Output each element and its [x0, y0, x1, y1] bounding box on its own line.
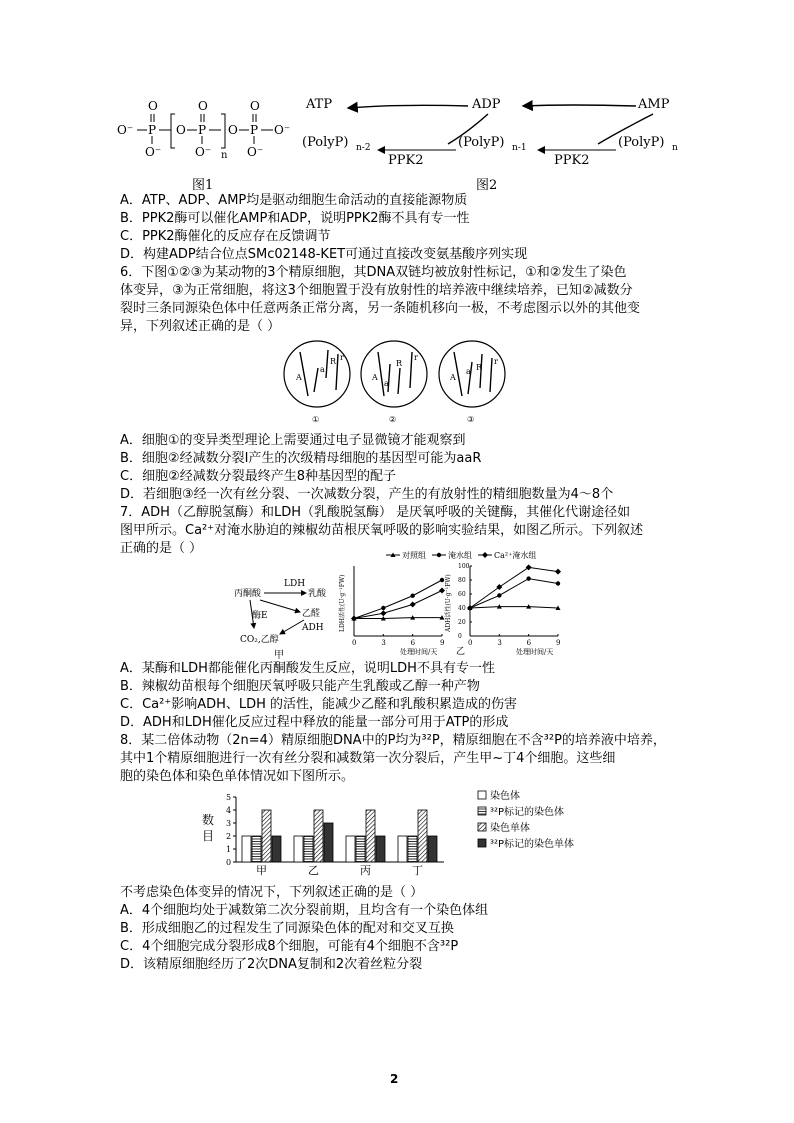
fig2-ppk2-a: PPK2 — [388, 153, 424, 168]
q6-option-c: C．细胞②经减数分裂最终产生8种基因型的配子 — [120, 469, 397, 484]
bar-2-3 — [376, 836, 385, 862]
fig2-label: 图2 — [476, 178, 498, 193]
legend-label-1: ³²P标记的染色体 — [490, 807, 565, 818]
q8-stem-2: 其中1个精原细胞进行一次有丝分裂和减数第一次分裂后，产生甲~丁4个细胞。这些细 — [120, 751, 616, 766]
legend-marker-1 — [437, 553, 441, 557]
x-tick-label-0-3: 9 — [440, 639, 445, 647]
q7-option-c: C．Ca²⁺影响ADH、LDH 的活性，能减少乙醛和乳酸积累造成的伤害 — [120, 697, 518, 712]
fig1-o-top1: O — [148, 99, 158, 113]
point-1-1-1 — [497, 593, 501, 597]
q7-line-charts — [330, 548, 570, 660]
bar-1-3 — [324, 823, 333, 862]
fig1-o-top2: O — [198, 99, 208, 113]
x-tick-label-0-1: 3 — [381, 639, 386, 647]
fig2-polyp-n: (PolyP) — [618, 135, 665, 150]
bar-3-3 — [428, 836, 437, 862]
bar-1-1 — [304, 836, 313, 862]
bar-2-0 — [346, 836, 355, 862]
y-tick-label-0: 0 — [226, 858, 232, 867]
q6-stem-4: 异，下列叙述正确的是（ ） — [120, 319, 281, 334]
bar-3-0 — [398, 836, 407, 862]
fig2-ppk2-b: PPK2 — [554, 153, 590, 168]
pathway-adh: ADH — [302, 623, 324, 633]
y-tick-label-3: 3 — [226, 819, 232, 828]
cell2-gene-r: r — [414, 353, 418, 362]
cell2-gene-a: a — [384, 379, 389, 388]
point-1-2-2 — [526, 564, 532, 570]
point-0-1-3 — [440, 578, 444, 582]
q8-bar-chart — [198, 788, 618, 884]
q7-stem-2: 图甲所示。Ca²⁺对淹水胁迫的辣椒幼苗根厌氧呼吸的影响实验结果，如图乙所示。下列叙述 — [120, 523, 644, 538]
y-tick-label-1-3: 60 — [458, 591, 466, 598]
fig1-o2: O — [228, 123, 238, 137]
series-line-1-1 — [470, 579, 558, 608]
cell3-label: ③ — [467, 415, 475, 424]
point-0-2-2 — [410, 602, 416, 608]
q7-stem-1: 7．ADH（乙醇脱氢酶）和LDH（乳酸脱氢酶） 是厌氧呼吸的关键酶，其催化代谢途径如 — [120, 505, 631, 520]
pathway-caption: 甲 — [274, 650, 284, 660]
legend-label-1: 淹水组 — [448, 551, 472, 560]
point-0-1-2 — [410, 594, 414, 598]
cell1-gene-a: a — [320, 365, 325, 374]
chart-caption-yi: 乙 — [456, 647, 466, 657]
q7-option-a: A．某酶和LDH都能催化丙酮酸发生反应，说明LDH不具有专一性 — [120, 661, 495, 676]
fig2-polyp-n1: (PolyP) — [458, 135, 505, 150]
fig1-label: 图1 — [192, 178, 214, 193]
cell2-label: ② — [389, 415, 397, 424]
x-axis-label-1: 处理时间/天 — [516, 648, 554, 656]
x-category-0: 甲 — [256, 864, 267, 877]
x-tick-label-1-2: 6 — [526, 639, 532, 647]
legend-item-2 — [478, 550, 536, 560]
point-1-1-2 — [526, 576, 530, 580]
fig2-sub-n: n — [672, 143, 678, 153]
q6-option-d: D．若细胞③经一次有丝分裂、一次减数分裂，产生的有放射性的精细胞数量为4～8个 — [120, 487, 614, 502]
bar-0-1 — [252, 836, 261, 862]
pathway-co2-ethanol: CO₂,乙醇 — [240, 635, 279, 645]
legend-label-2: Ca²⁺淹水组 — [494, 551, 537, 560]
cell1-gene-R: R — [330, 357, 337, 366]
pathway-lactate: 乳酸 — [308, 589, 327, 599]
q6-cells-figure — [282, 338, 512, 426]
q8-stem-1: 8．某二倍体动物（2n=4）精原细胞DNA中的P均为³²P，精原细胞在不含³²P的培养液中培养， — [120, 733, 666, 748]
fig1-o-bot1: O⁻ — [145, 145, 162, 159]
cell-2 — [361, 341, 427, 424]
cell2-gene-R: R — [396, 359, 403, 368]
legend-label-0: 对照组 — [402, 551, 426, 560]
bar-0-0 — [242, 836, 251, 862]
fig2-ppk2-pathway — [298, 92, 678, 172]
q6-stem-3: 裂时三条同源染色体中任意两条正常分离，另一条随机移向一极，不考虑图示以外的其他变 — [120, 301, 641, 316]
fig1-n: n — [221, 150, 228, 161]
fig1-o-bot3: O⁻ — [247, 145, 264, 159]
pathway-pyruvate: 丙酮酸 — [234, 589, 262, 599]
fig1-p1: P — [148, 123, 157, 137]
legend-swatch-2 — [478, 823, 486, 831]
chart-1 — [444, 563, 561, 656]
cell3-gene-a: a — [466, 367, 471, 376]
fig2-polyp-n2: (PolyP) — [302, 135, 349, 150]
bar-2-2 — [366, 810, 375, 862]
x-tick-label-1-1: 3 — [497, 639, 502, 647]
point-0-2-0 — [351, 616, 357, 622]
x-tick-label-0-2: 6 — [410, 639, 416, 647]
page-number: 2 — [390, 1072, 399, 1086]
x-tick-label-1-3: 9 — [556, 639, 561, 647]
cell1-label: ① — [312, 415, 320, 424]
q5-option-c: C．PPK2酶催化的反应存在反馈调节 — [120, 229, 331, 244]
cell3-gene-A: A — [450, 373, 456, 382]
fig1-o-end: O⁻ — [274, 123, 291, 137]
fig1-polyphosphate-structure — [115, 92, 305, 164]
fig1-p3: P — [250, 123, 259, 137]
pathway-enzyme-e: 酶E — [252, 611, 268, 621]
fig1-o1: O — [176, 123, 186, 137]
q8-option-b: B．形成细胞乙的过程发生了同源染色体的配对和交叉互换 — [120, 921, 454, 936]
fig2-atp: ATP — [306, 97, 333, 112]
cell3-gene-R: R — [476, 363, 483, 372]
fig2-adp: ADP — [472, 97, 501, 112]
fig1-o-top3: O — [250, 99, 260, 113]
q7-stem-3: 正确的是（ ） — [120, 541, 203, 556]
y-tick-label-1-0: 0 — [458, 633, 462, 640]
y-axis-label-1: ADH活性(U·g⁻¹FW) — [445, 574, 452, 632]
cell1-gene-r: r — [340, 353, 344, 362]
chart-0 — [338, 566, 445, 656]
bar-0-2 — [262, 810, 271, 862]
legend-swatch-3 — [478, 839, 486, 847]
series-line-0-1 — [354, 580, 442, 619]
x-axis-label-0: 处理时间/天 — [400, 648, 438, 656]
bar-3-2 — [418, 810, 427, 862]
series-line-1-0 — [470, 607, 558, 608]
q6-stem-2: 体变异，③为正常细胞，将这3个细胞置于没有放射性的培养液中继续培养，已知②减数分 — [120, 283, 633, 298]
fig1-p2: P — [198, 123, 207, 137]
point-1-2-3 — [555, 569, 561, 575]
legend-swatch-1 — [478, 807, 486, 815]
fig1-o-bot2: O⁻ — [195, 145, 212, 159]
q6-option-b: B．细胞②经减数分裂Ⅰ产生的次级精母细胞的基因型可能为aaR — [120, 451, 482, 466]
q8-option-d: D．该精原细胞经历了2次DNA复制和2次着丝粒分裂 — [120, 957, 423, 972]
legend-label-3: ³²P标记的染色单体 — [490, 839, 575, 850]
x-tick-label-1-0: 0 — [468, 639, 473, 647]
x-category-3: 丁 — [412, 864, 423, 877]
bar-2-1 — [356, 836, 365, 862]
legend-marker-2 — [482, 552, 488, 558]
pathway-acetaldehyde: 乙醛 — [302, 609, 321, 619]
fig2-amp: AMP — [638, 97, 670, 112]
y-axis-label-0: LDH活性(U·g⁻¹FW) — [339, 574, 346, 632]
q7-option-b: B．辣椒幼苗根每个细胞厌氧呼吸只能产生乳酸或乙醇一种产物 — [120, 679, 480, 694]
bar-1-2 — [314, 810, 323, 862]
legend-label-0: 染色体 — [490, 791, 520, 802]
point-1-1-3 — [556, 581, 560, 585]
cell2-gene-A: A — [372, 373, 378, 382]
y-tick-label-2: 2 — [226, 832, 232, 841]
bar-0-3 — [272, 836, 281, 862]
q6-option-a: A．细胞①的变异类型理论上需要通过电子显微镜才能观察到 — [120, 433, 466, 448]
y-tick-label-1-2: 40 — [458, 605, 466, 612]
y-tick-label-1-5: 100 — [458, 563, 470, 570]
q8-option-a: A．4个细胞均处于减数第二次分裂前期，且均含有一个染色体组 — [120, 903, 489, 918]
fig2-sub-n2: n-2 — [356, 143, 371, 153]
legend-label-2: 染色单体 — [490, 823, 530, 834]
y-tick-label-5: 5 — [226, 793, 232, 802]
bar-3-1 — [408, 836, 417, 862]
series-line-0-0 — [354, 618, 442, 619]
y-tick-label-1-4: 80 — [458, 577, 466, 584]
y-label-part1: 数 — [202, 813, 215, 827]
q5-option-d: D．构建ADP结合位点SMc02148-KET可通过直接改变氨基酸序列实现 — [120, 247, 528, 262]
cell1-gene-A: A — [296, 373, 302, 382]
legend-item-1 — [432, 550, 472, 560]
q6-stem-1: 6．下图①②③为某动物的3个精原细胞，其DNA双链均被放射性标记，①和②发生了染色 — [120, 265, 627, 280]
y-tick-label-1-1: 20 — [458, 619, 466, 626]
q5-option-a: A．ATP、ADP、AMP均是驱动细胞生命活动的直接能源物质 — [120, 193, 468, 208]
point-0-1-1 — [381, 606, 385, 610]
fig1-o-minus: O⁻ — [117, 123, 134, 137]
q7-option-d: D．ADH和LDH催化反应过程中释放的能量一部分可用于ATP的形成 — [120, 715, 509, 730]
cell3-gene-r: r — [494, 357, 498, 366]
q8-stem-3: 胞的染色体和染色单体情况如下图所示。 — [120, 769, 355, 784]
legend-swatch-0 — [478, 791, 486, 799]
q7-pathway-diagram — [232, 576, 332, 660]
point-0-2-1 — [380, 610, 386, 616]
y-tick-label-4: 4 — [226, 806, 232, 815]
pathway-ldh: LDH — [284, 579, 306, 589]
y-tick-label-1: 1 — [226, 845, 232, 854]
q8-option-c: C．4个细胞完成分裂形成8个细胞，可能有4个细胞不含³²P — [120, 939, 459, 954]
y-label-part2: 目 — [202, 829, 215, 843]
cell-3 — [439, 341, 505, 424]
q5-option-b: B．PPK2酶可以催化AMP和ADP，说明PPK2酶不具有专一性 — [120, 211, 470, 226]
x-category-2: 丙 — [360, 864, 371, 877]
legend-item-0 — [386, 550, 426, 560]
x-category-1: 乙 — [308, 864, 319, 877]
q8-after-chart: 不考虑染色体变异的情况下，下列叙述正确的是（ ） — [120, 885, 424, 900]
x-tick-label-0-0: 0 — [352, 639, 357, 647]
fig2-sub-n1: n-1 — [512, 143, 527, 153]
cell-1 — [284, 341, 350, 424]
bar-1-0 — [294, 836, 303, 862]
